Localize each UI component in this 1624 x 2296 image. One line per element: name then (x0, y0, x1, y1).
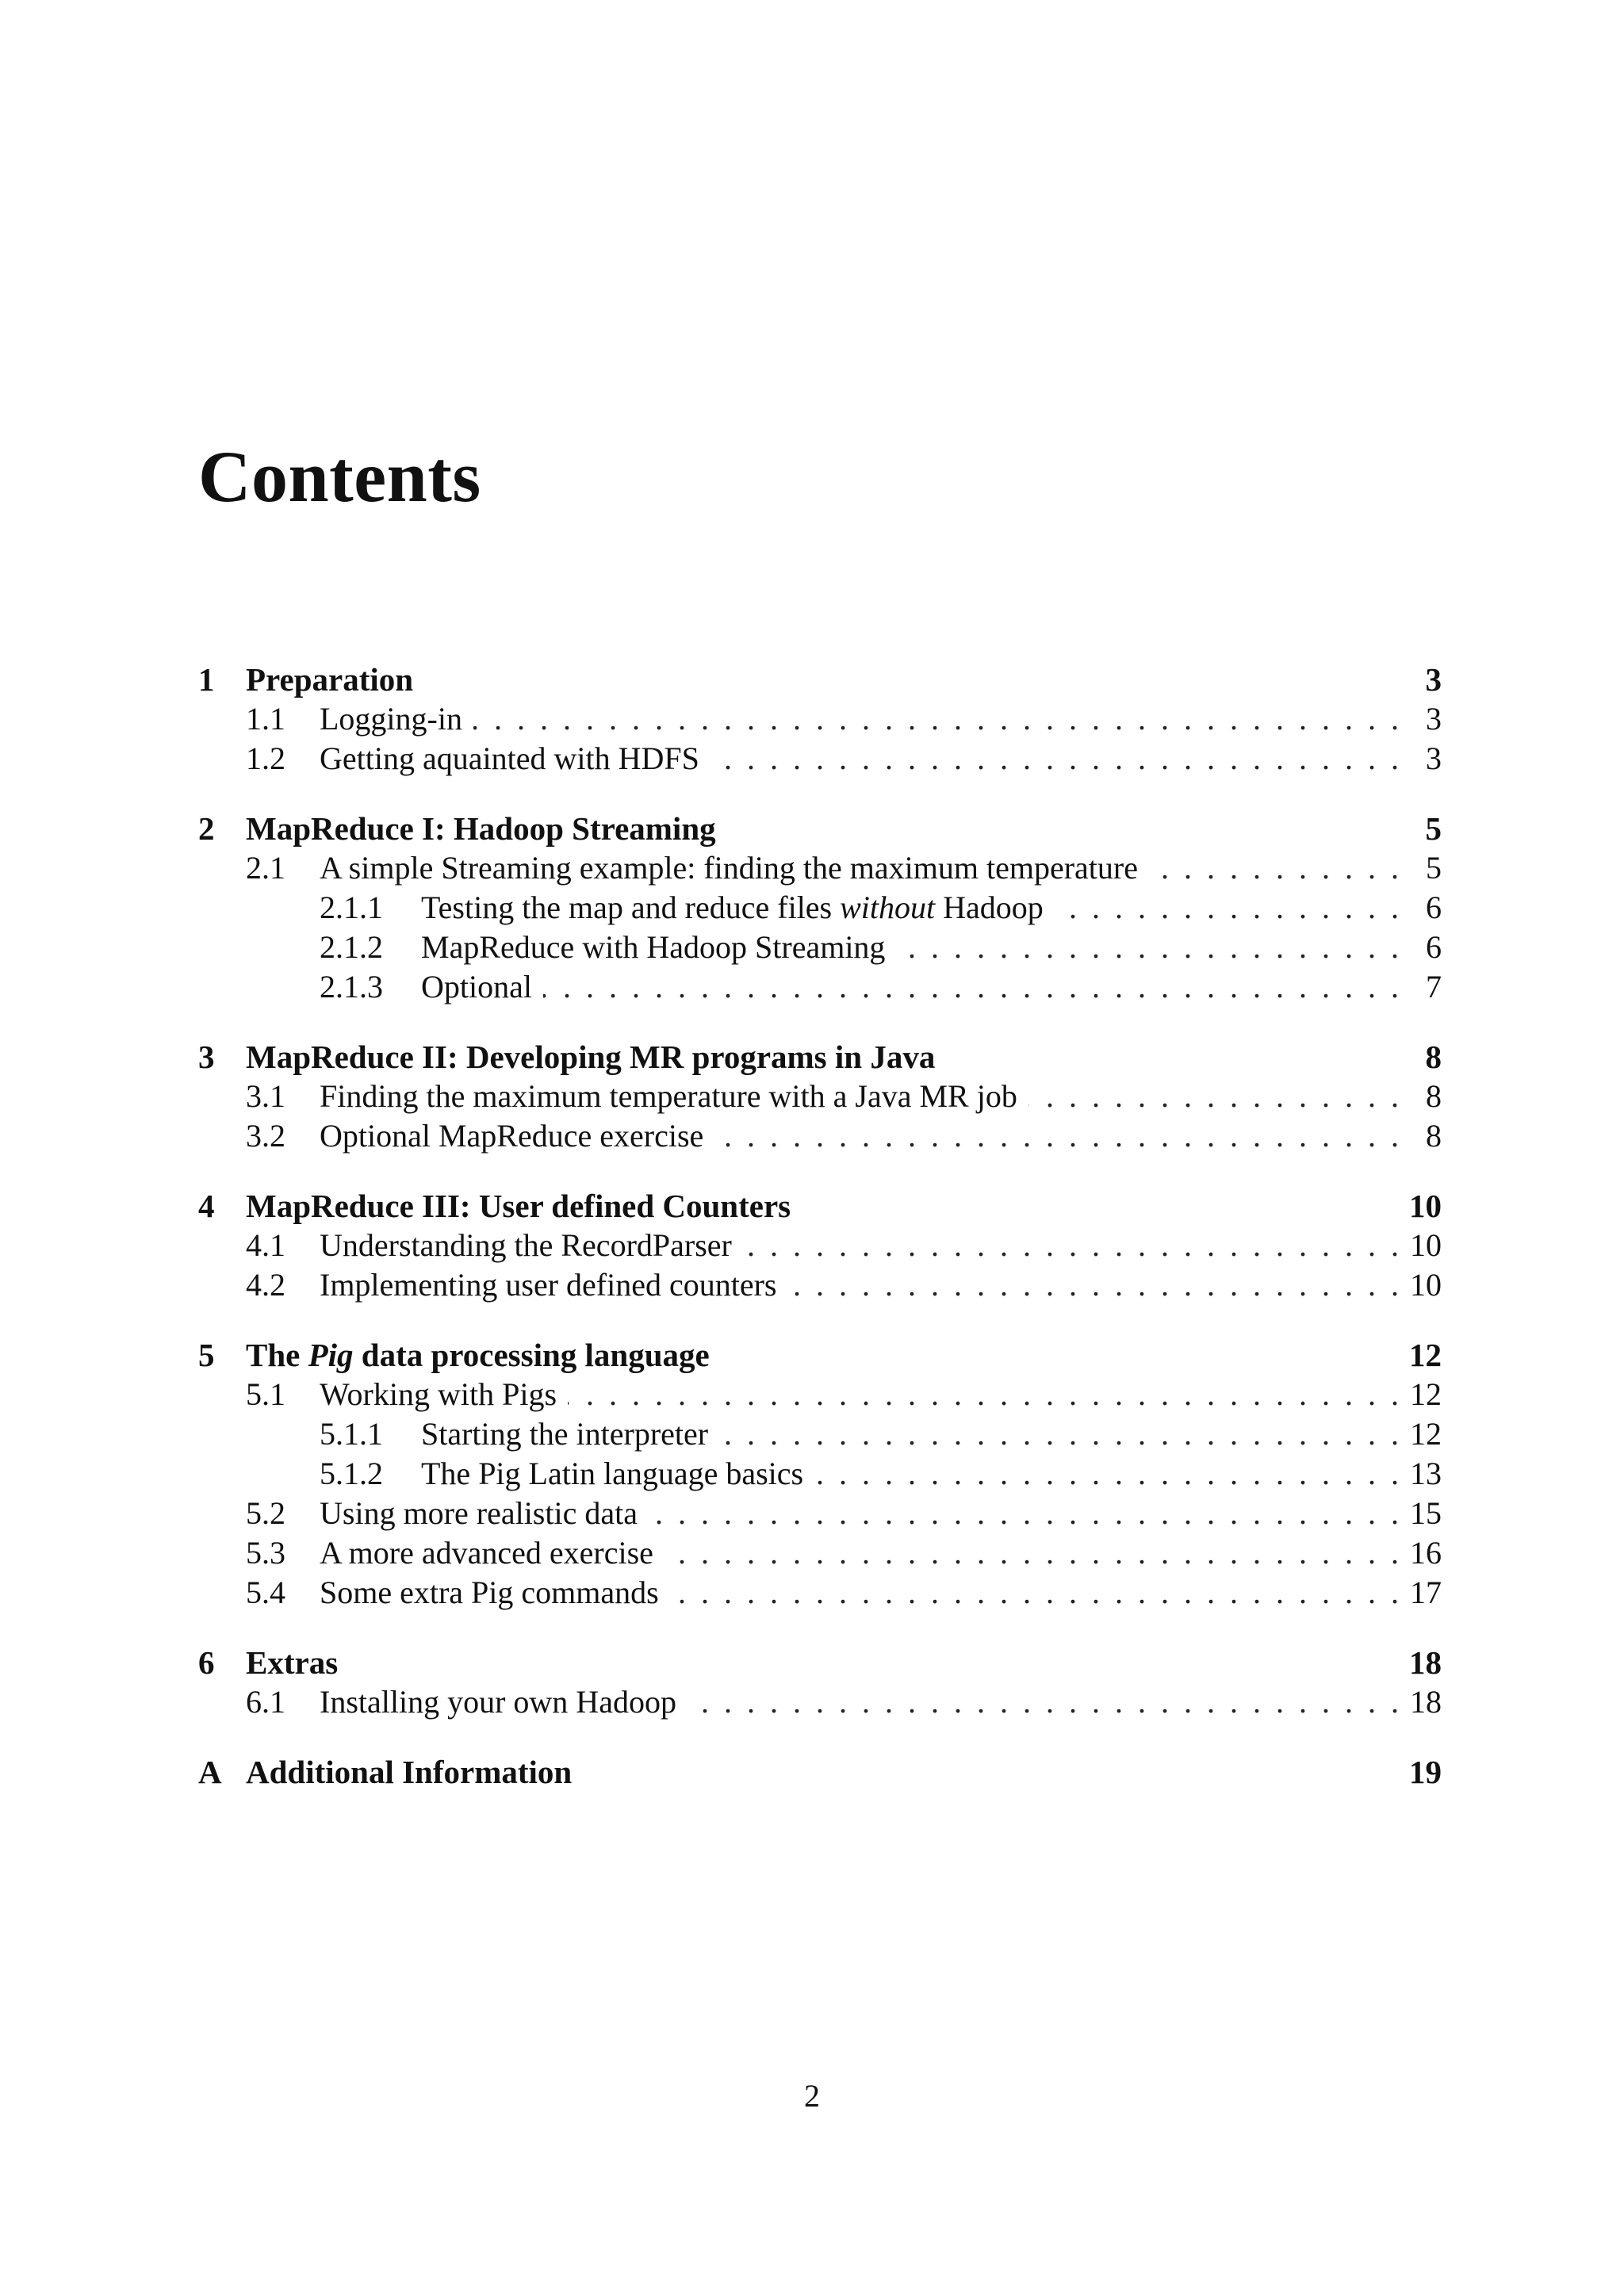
toc-title: Optional MapReduce exercise (320, 1118, 704, 1154)
table-of-contents (198, 660, 1442, 1792)
toc-number: 2 (198, 810, 215, 847)
toc-leader-dots (649, 1494, 1399, 1533)
toc-section-4-1[interactable] (198, 1226, 1442, 1265)
toc-number: 6 (198, 1644, 215, 1681)
toc-section-4-2[interactable] (198, 1265, 1442, 1305)
toc-number: 4.1 (246, 1227, 285, 1263)
toc-number: 1.2 (246, 740, 285, 776)
toc-page: 6 (1426, 890, 1442, 925)
toc-title: Some extra Pig commands (320, 1575, 659, 1610)
toc-leader-dots (719, 1414, 1399, 1454)
toc-subsection-2-1-3[interactable] (198, 967, 1442, 1007)
toc-leader-dots (1028, 1077, 1399, 1116)
toc-title: Extras (246, 1644, 339, 1681)
toc-number: 2.1.2 (320, 929, 383, 965)
toc-subsection-2-1-1[interactable] (198, 888, 1442, 928)
toc-number: 5.3 (246, 1535, 285, 1571)
toc-title: MapReduce I: Hadoop Streaming (246, 810, 716, 847)
toc-page: 10 (1409, 1188, 1442, 1224)
toc-title: Logging-in (320, 701, 462, 737)
toc-chapter-2[interactable] (198, 809, 1442, 848)
toc-title (246, 1335, 710, 1375)
toc-section-6-1[interactable] (198, 1682, 1442, 1722)
toc-chapter-4[interactable] (198, 1186, 1442, 1226)
toc-title (421, 888, 1044, 928)
toc-section-1-2[interactable] (198, 739, 1442, 779)
toc-title: Additional Information (246, 1754, 573, 1790)
toc-number: 3.1 (246, 1078, 285, 1114)
toc-number: A (198, 1754, 222, 1790)
toc-title: The Pig Latin language basics (421, 1456, 804, 1491)
toc-leader-dots (1149, 848, 1399, 888)
toc-leader-dots (670, 1573, 1399, 1613)
toc-number: 5.4 (246, 1575, 285, 1610)
toc-leader-dots (1055, 888, 1399, 928)
toc-number: 5.2 (246, 1495, 285, 1531)
toc-title: Working with Pigs (320, 1376, 557, 1412)
toc-page: 16 (1410, 1535, 1442, 1571)
toc-number: 2.1 (246, 850, 285, 886)
toc-page: 5 (1426, 850, 1442, 886)
toc-title-emphasis: Pig (308, 1337, 354, 1373)
toc-number: 5.1.2 (320, 1456, 383, 1491)
toc-page: 10 (1410, 1267, 1442, 1303)
toc-page: 15 (1410, 1495, 1442, 1531)
toc-page: 5 (1425, 810, 1442, 847)
toc-number: 5.1 (246, 1376, 285, 1412)
toc-leader-dots (688, 1682, 1399, 1722)
toc-number: 6.1 (246, 1684, 285, 1720)
toc-title: Finding the maximum temperature with a Java MR job (320, 1078, 1017, 1114)
page-number: 2 (804, 2078, 820, 2114)
toc-page: 18 (1410, 1684, 1442, 1720)
toc-number: 3.2 (246, 1118, 285, 1154)
toc-chapter-6[interactable] (198, 1643, 1442, 1682)
toc-page: 13 (1410, 1456, 1442, 1491)
toc-leader-dots (568, 1375, 1399, 1414)
toc-section-5-2[interactable] (198, 1494, 1442, 1533)
toc-title-part: The (246, 1337, 308, 1373)
toc-title: Installing your own Hadoop (320, 1684, 676, 1720)
toc-section-3-1[interactable] (198, 1077, 1442, 1116)
toc-page: 3 (1426, 701, 1442, 737)
toc-page: 12 (1410, 1416, 1442, 1452)
toc-title: Understanding the RecordParser (320, 1227, 732, 1263)
toc-title: MapReduce with Hadoop Streaming (421, 929, 886, 965)
toc-page: 19 (1409, 1754, 1442, 1790)
toc-subsection-2-1-2[interactable] (198, 928, 1442, 967)
toc-leader-dots (787, 1265, 1399, 1305)
toc-title-part: Testing the map and reduce files (421, 890, 841, 925)
toc-title: A more advanced exercise (320, 1535, 653, 1571)
toc-chapter-5[interactable] (198, 1335, 1442, 1375)
toc-page: 3 (1426, 740, 1442, 776)
toc-section-3-2[interactable] (198, 1116, 1442, 1156)
toc-chapter-1[interactable] (198, 660, 1442, 699)
toc-title: Using more realistic data (320, 1495, 638, 1531)
toc-section-5-1[interactable] (198, 1375, 1442, 1414)
toc-number: 2.1.3 (320, 969, 383, 1004)
toc-page: 17 (1410, 1575, 1442, 1610)
toc-page: 8 (1425, 1039, 1442, 1075)
toc-page: 8 (1426, 1078, 1442, 1114)
toc-page: 7 (1426, 969, 1442, 1004)
toc-number: 4.2 (246, 1267, 285, 1303)
toc-page: 10 (1410, 1227, 1442, 1263)
toc-page: 8 (1426, 1118, 1442, 1154)
toc-title: Getting aquainted with HDFS (320, 740, 699, 776)
toc-page: 18 (1409, 1644, 1442, 1681)
toc-title: Implementing user defined counters (320, 1267, 777, 1303)
toc-page: 3 (1425, 661, 1442, 698)
toc-title: A simple Streaming example: finding the maximum temperature (320, 850, 1138, 886)
toc-title-emphasis: without (840, 890, 936, 925)
toc-leader-dots (710, 739, 1399, 779)
toc-number: 5 (198, 1337, 215, 1373)
toc-subsection-5-1-1[interactable] (198, 1414, 1442, 1454)
toc-number: 2.1.1 (320, 890, 383, 925)
toc-leader-dots (665, 1533, 1399, 1573)
toc-appendix-a[interactable] (198, 1752, 1442, 1792)
toc-title: Optional (421, 969, 532, 1004)
toc-page: 12 (1410, 1376, 1442, 1412)
toc-title: MapReduce III: User defined Counters (246, 1188, 791, 1224)
page-title: Contents (198, 436, 481, 517)
toc-number: 5.1.1 (320, 1416, 383, 1452)
toc-leader-dots (543, 967, 1399, 1007)
toc-number: 4 (198, 1188, 215, 1224)
toc-subsection-5-1-2[interactable] (198, 1454, 1442, 1494)
toc-section-5-4[interactable] (198, 1573, 1442, 1613)
toc-leader-dots (743, 1226, 1399, 1265)
toc-number: 3 (198, 1039, 215, 1075)
toc-page: 12 (1409, 1337, 1442, 1373)
toc-chapter-3[interactable] (198, 1037, 1442, 1077)
toc-leader-dots (473, 699, 1399, 739)
toc-page: 6 (1426, 929, 1442, 965)
toc-number: 1 (198, 661, 215, 698)
toc-number: 1.1 (246, 701, 285, 737)
toc-section-2-1[interactable] (198, 848, 1442, 888)
toc-title-part: data processing language (353, 1337, 710, 1373)
toc-title: Preparation (246, 661, 414, 698)
toc-section-1-1[interactable] (198, 699, 1442, 739)
toc-section-5-3[interactable] (198, 1533, 1442, 1573)
toc-title: MapReduce II: Developing MR programs in Java (246, 1039, 936, 1075)
toc-leader-dots (896, 928, 1399, 967)
toc-leader-dots (714, 1116, 1399, 1156)
toc-title: Starting the interpreter (421, 1416, 709, 1452)
toc-leader-dots (814, 1454, 1399, 1494)
toc-title-part: Hadoop (935, 890, 1044, 925)
